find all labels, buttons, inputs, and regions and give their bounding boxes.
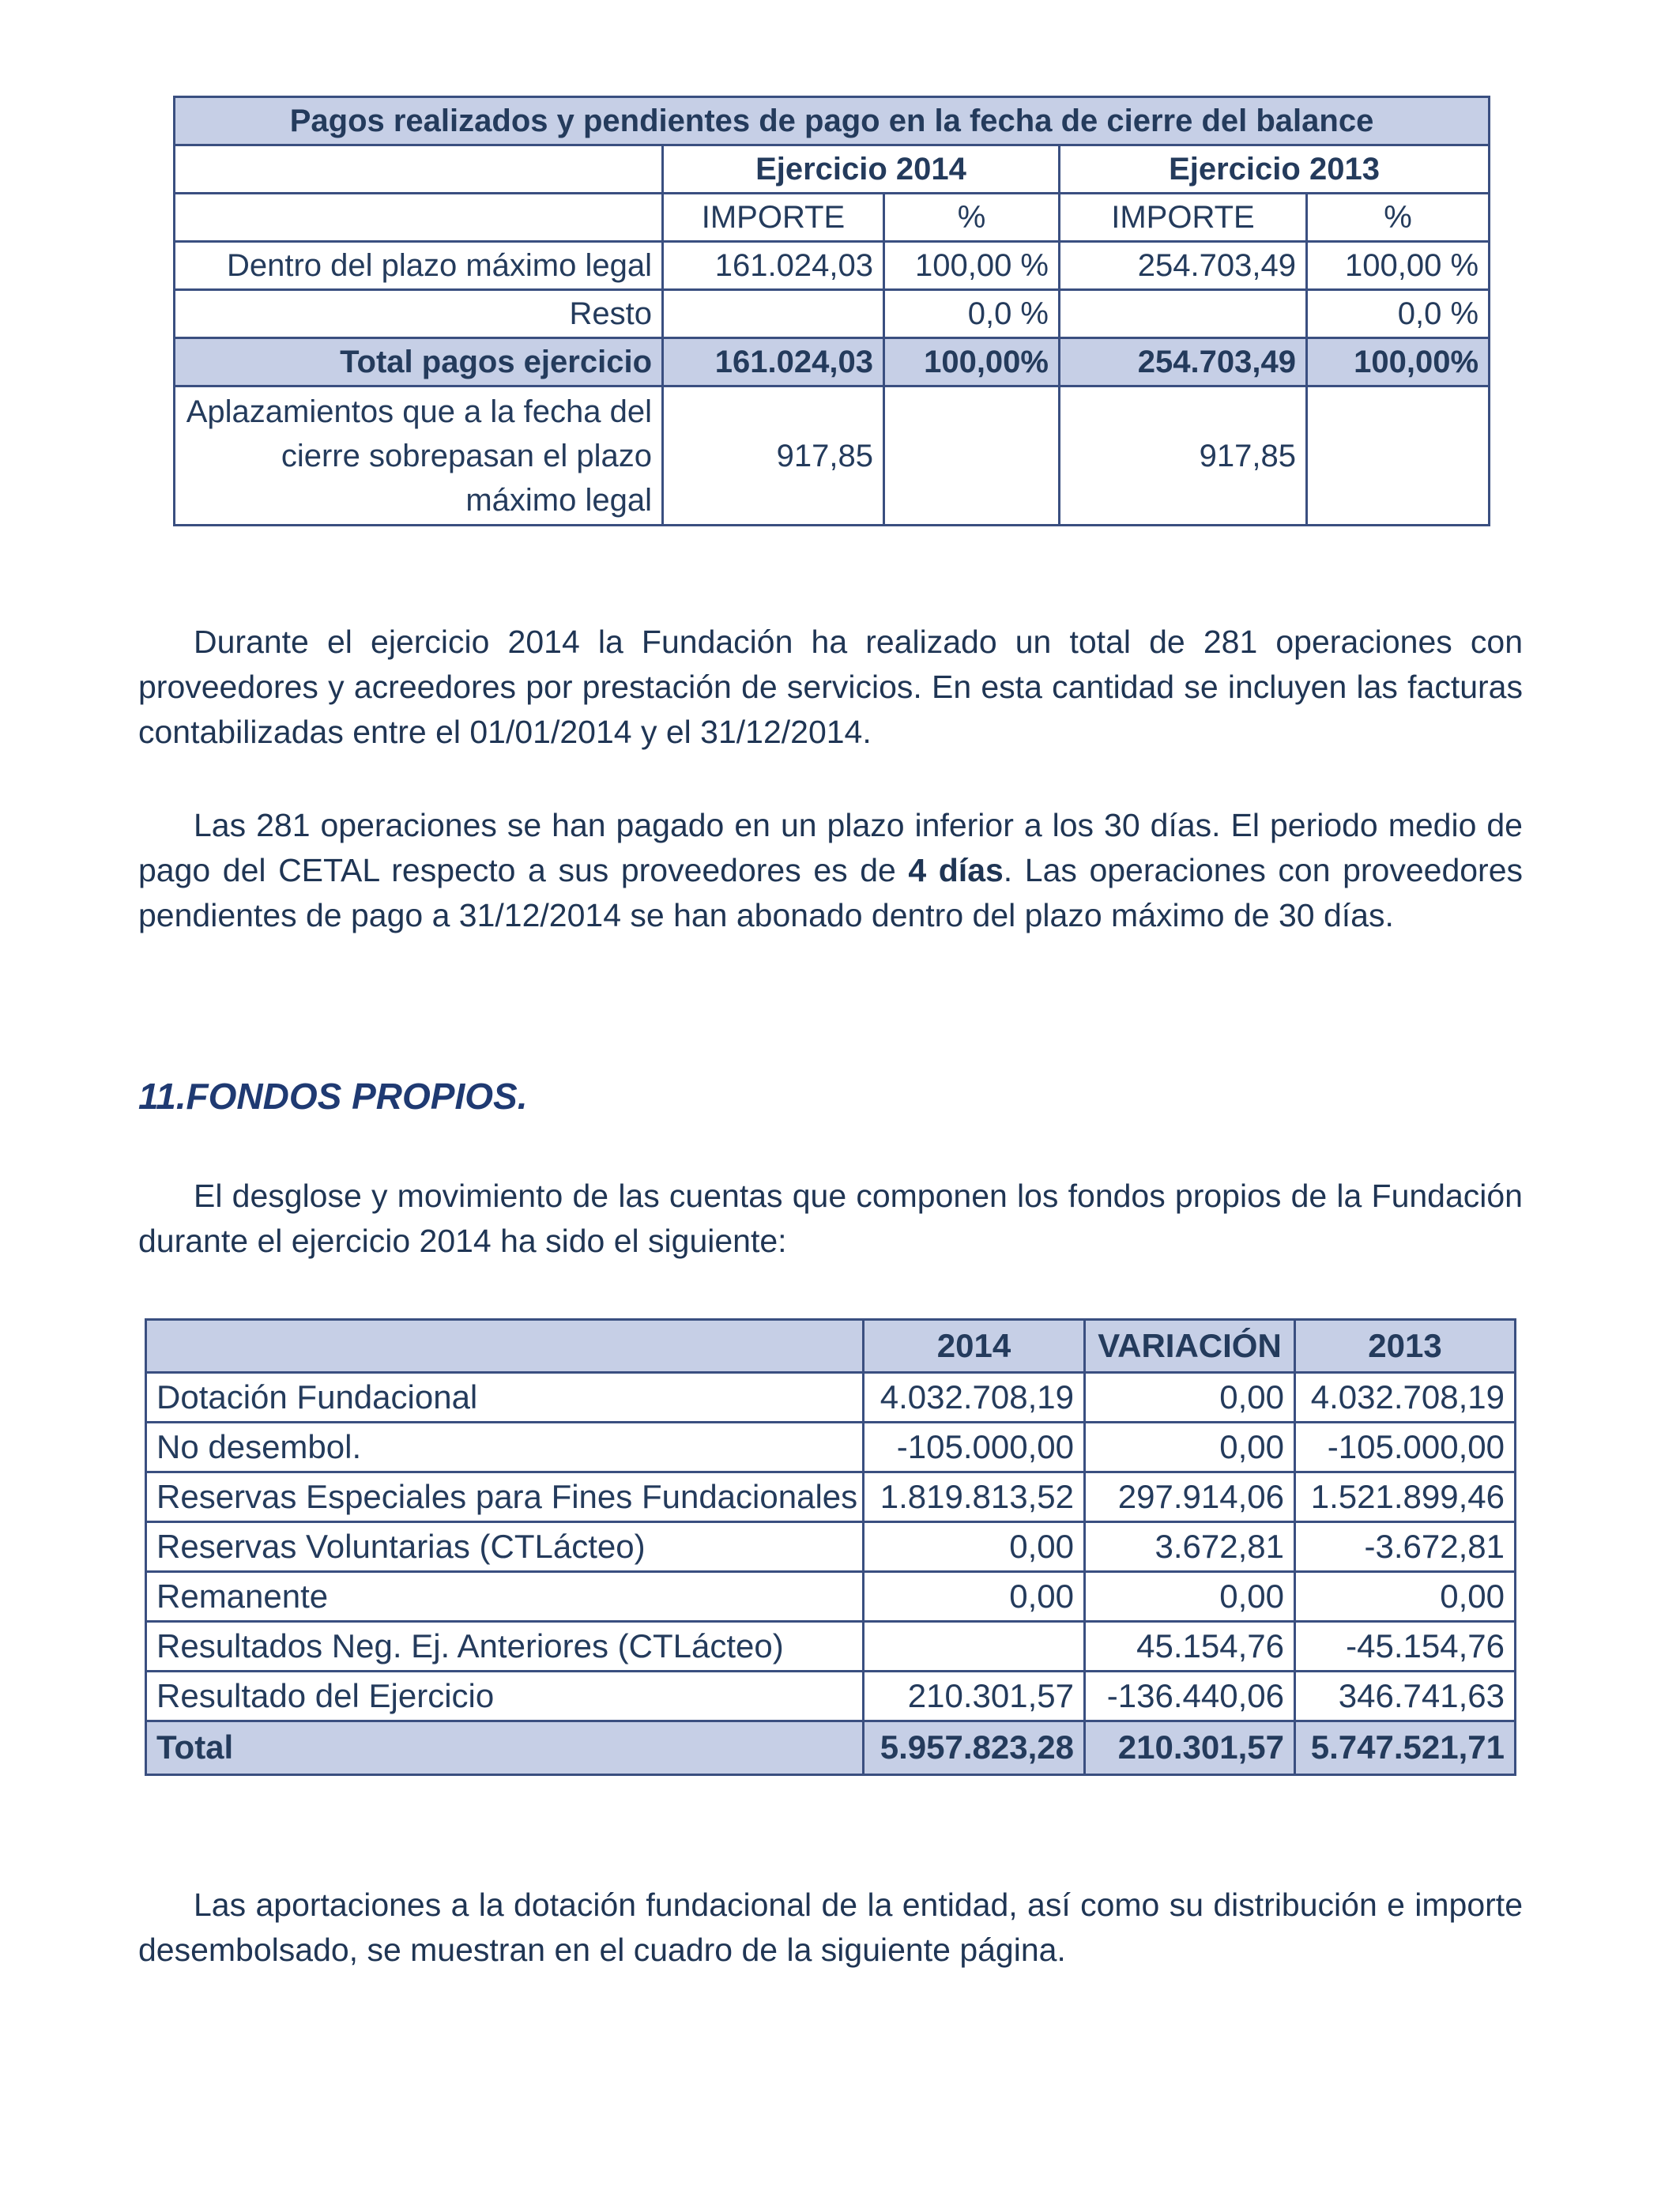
value-2014	[864, 1622, 1085, 1672]
table-row	[175, 242, 1490, 290]
header-variacion: VARIACIÓN	[1085, 1320, 1295, 1373]
total-2014: 5.957.823,28	[864, 1721, 1085, 1775]
pct-2013: 0,0 %	[1307, 290, 1490, 338]
value-2013: 4.032.708,19	[1295, 1373, 1516, 1423]
total-variacion: 210.301,57	[1085, 1721, 1295, 1775]
paragraph-text: . Las operaciones con proveedores pendientes de pago a 31/12/2014 se han abonado dentro del plazo máximo de 30 días.	[138, 852, 1523, 933]
value-2014: -105.000,00	[864, 1423, 1085, 1472]
table-row	[175, 290, 1490, 338]
value-2014: 0,00	[864, 1522, 1085, 1572]
table-row	[175, 386, 1490, 526]
pct-2013: 100,00 %	[1307, 242, 1490, 290]
empty-cell	[1307, 386, 1490, 526]
header-row	[146, 1320, 1516, 1373]
importe-2014: 161.024,03	[663, 242, 884, 290]
total-importe-2013: 254.703,49	[1060, 338, 1307, 386]
row-label: Reservas Especiales para Fines Fundacionales	[146, 1472, 864, 1522]
row-label: Resultado del Ejercicio	[146, 1672, 864, 1721]
paragraph-dotacion: Las aportaciones a la dotación fundacional de la entidad, así como su distribución e importe desembolsado, se muestran en el cuadro de la siguiente página.	[138, 1887, 1523, 1968]
value-variacion: -136.440,06	[1085, 1672, 1295, 1721]
section-title: 11.FONDOS PROPIOS.	[138, 1076, 528, 1117]
total-label: Total	[146, 1721, 864, 1775]
row-label: Resto	[175, 290, 663, 338]
table-row	[146, 1373, 1516, 1423]
paragraph-payment-period	[138, 803, 1523, 938]
deferrals-label: Aplazamientos que a la fecha del cierre sobrepasan el plazo máximo legal	[175, 386, 663, 526]
row-label: Resultados Neg. Ej. Anteriores (CTLácteo)	[146, 1622, 864, 1672]
deferrals-importe-2013: 917,85	[1060, 386, 1307, 526]
value-2013: 0,00	[1295, 1572, 1516, 1622]
value-2014: 210.301,57	[864, 1672, 1085, 1721]
row-label: Reservas Voluntarias (CTLácteo)	[146, 1522, 864, 1572]
equity-table	[145, 1318, 1516, 1776]
row-label: Dotación Fundacional	[146, 1373, 864, 1423]
empty-cell	[884, 386, 1060, 526]
value-variacion: 3.672,81	[1085, 1522, 1295, 1572]
importe-2013: 254.703,49	[1060, 242, 1307, 290]
total-2013: 5.747.521,71	[1295, 1721, 1516, 1775]
importe-2014	[663, 290, 884, 338]
table-row	[146, 1423, 1516, 1472]
table-row	[146, 1472, 1516, 1522]
payments-table-title: Pagos realizados y pendientes de pago en la fecha de cierre del balance	[175, 97, 1490, 145]
paragraph-equity-intro: El desglose y movimiento de las cuentas que componen los fondos propios de la Fundación durante el ejercicio 2014 ha sido el siguiente:	[138, 1178, 1523, 1259]
value-variacion: 45.154,76	[1085, 1622, 1295, 1672]
importe-2013	[1060, 290, 1307, 338]
table-row	[146, 1522, 1516, 1572]
subheader-pct-2013: %	[1307, 194, 1490, 242]
row-label: Dentro del plazo máximo legal	[175, 242, 663, 290]
deferrals-importe-2014: 917,85	[663, 386, 884, 526]
total-pct-2013: 100,00%	[1307, 338, 1490, 386]
header-empty	[146, 1320, 864, 1373]
subheader-importe-2014: IMPORTE	[663, 194, 884, 242]
subheader-importe-2013: IMPORTE	[1060, 194, 1307, 242]
total-row	[175, 338, 1490, 386]
pct-2014: 0,0 %	[884, 290, 1060, 338]
payments-table	[173, 96, 1490, 526]
header-2014: 2014	[864, 1320, 1085, 1373]
pct-2014: 100,00 %	[884, 242, 1060, 290]
row-label: No desembol.	[146, 1423, 864, 1472]
value-2013: -105.000,00	[1295, 1423, 1516, 1472]
empty-cell	[175, 145, 663, 194]
value-variacion: 0,00	[1085, 1572, 1295, 1622]
paragraph-text: Las 281 operaciones se han pagado en un plazo inferior a los 30 días. El periodo medio de pago del CETAL respecto a sus proveedores es de	[138, 807, 1523, 888]
subheader-pct-2014: %	[884, 194, 1060, 242]
value-2013: 1.521.899,46	[1295, 1472, 1516, 1522]
paragraph-operations: Durante el ejercicio 2014 la Fundación ha realizado un total de 281 operaciones con proveedores y acreedores por prestación de servicios. En esta cantidad se incluyen las facturas contabilizadas entre el 01/01/2014 y el 31/12/2014.	[138, 624, 1523, 750]
total-importe-2014: 161.024,03	[663, 338, 884, 386]
value-2013: -45.154,76	[1295, 1622, 1516, 1672]
header-2013: 2013	[1295, 1320, 1516, 1373]
value-2014: 4.032.708,19	[864, 1373, 1085, 1423]
empty-cell	[175, 194, 663, 242]
paragraph-bold-days: 4 días	[908, 852, 1004, 888]
value-variacion: 0,00	[1085, 1373, 1295, 1423]
table-row	[146, 1672, 1516, 1721]
year-header-2014: Ejercicio 2014	[663, 145, 1060, 194]
total-row	[146, 1721, 1516, 1775]
value-2014: 1.819.813,52	[864, 1472, 1085, 1522]
total-pct-2014: 100,00%	[884, 338, 1060, 386]
value-variacion: 297.914,06	[1085, 1472, 1295, 1522]
year-header-2013: Ejercicio 2013	[1060, 145, 1490, 194]
table-row	[146, 1572, 1516, 1622]
table-row	[146, 1622, 1516, 1672]
value-2013: 346.741,63	[1295, 1672, 1516, 1721]
value-2014: 0,00	[864, 1572, 1085, 1622]
row-label: Remanente	[146, 1572, 864, 1622]
value-variacion: 0,00	[1085, 1423, 1295, 1472]
value-2013: -3.672,81	[1295, 1522, 1516, 1572]
total-label: Total pagos ejercicio	[175, 338, 663, 386]
